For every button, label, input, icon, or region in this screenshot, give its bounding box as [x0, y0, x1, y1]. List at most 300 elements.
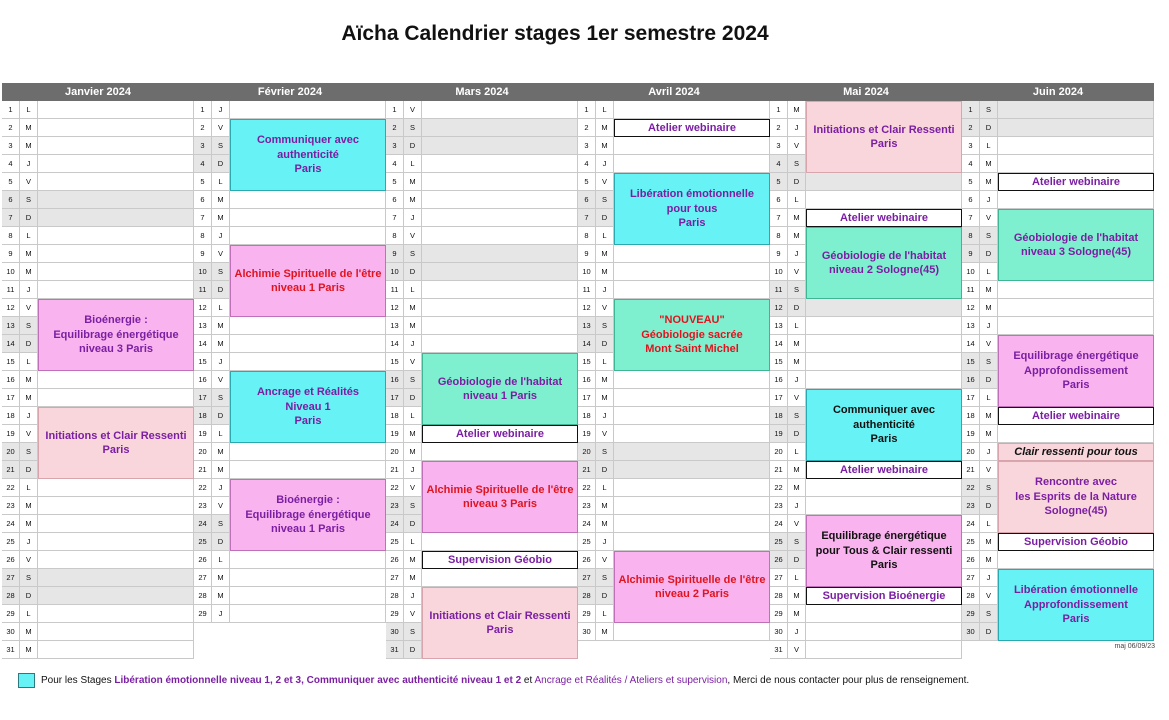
day-row[interactable] [2, 479, 194, 497]
event-block[interactable] [422, 551, 578, 569]
day-cell [614, 137, 770, 154]
event-block[interactable] [998, 209, 1154, 281]
month-header: Février 2024 [194, 83, 386, 101]
day-row[interactable] [2, 371, 194, 389]
day-cell [806, 317, 962, 334]
day-number: 23 [386, 497, 404, 514]
day-letter: J [788, 119, 806, 136]
day-number: 24 [194, 515, 212, 532]
day-number: 8 [770, 227, 788, 244]
day-cell [38, 281, 194, 298]
day-letter: S [404, 245, 422, 262]
day-number: 16 [578, 371, 596, 388]
day-row[interactable] [962, 317, 1154, 335]
event-block[interactable] [614, 119, 770, 137]
event-block[interactable] [38, 299, 194, 371]
day-row[interactable] [578, 137, 770, 155]
event-block[interactable] [998, 335, 1154, 407]
day-row[interactable] [2, 533, 194, 551]
day-number: 17 [194, 389, 212, 406]
day-row[interactable] [962, 299, 1154, 317]
day-letter: D [404, 389, 422, 406]
day-letter: M [788, 605, 806, 622]
day-letter: V [788, 641, 806, 658]
day-cell [614, 407, 770, 424]
day-number: 12 [386, 299, 404, 316]
day-number: 10 [770, 263, 788, 280]
day-row[interactable] [194, 461, 386, 479]
day-row[interactable] [386, 443, 578, 461]
event-line: authenticité [853, 418, 915, 431]
day-letter: V [212, 497, 230, 514]
event-line: Géobiologie de l'habitat [821, 249, 947, 262]
day-row[interactable] [578, 101, 770, 119]
event-block[interactable] [38, 407, 194, 479]
day-number: 6 [962, 191, 980, 208]
event-block[interactable] [998, 461, 1154, 533]
day-number: 21 [194, 461, 212, 478]
day-letter: J [20, 155, 38, 172]
day-letter: V [980, 461, 998, 478]
day-row[interactable] [2, 191, 194, 209]
day-row[interactable] [962, 155, 1154, 173]
day-letter: M [20, 137, 38, 154]
day-row[interactable] [962, 119, 1154, 137]
day-row[interactable] [2, 209, 194, 227]
day-letter: S [596, 317, 614, 334]
day-cell [230, 317, 386, 334]
day-row[interactable] [386, 533, 578, 551]
day-letter: V [404, 605, 422, 622]
day-cell [422, 317, 578, 334]
day-letter: V [404, 101, 422, 118]
event-block[interactable] [806, 101, 962, 173]
day-row[interactable] [386, 263, 578, 281]
day-cell [38, 479, 194, 496]
day-row[interactable] [578, 281, 770, 299]
day-letter: D [788, 173, 806, 190]
day-cell [38, 371, 194, 388]
day-cell [806, 173, 962, 190]
day-cell [230, 353, 386, 370]
day-letter: L [596, 605, 614, 622]
day-number: 20 [962, 443, 980, 460]
day-number: 26 [194, 551, 212, 568]
day-number: 21 [386, 461, 404, 478]
day-row[interactable] [194, 605, 386, 623]
event-line: Atelier webinaire [839, 211, 929, 224]
day-letter: S [20, 317, 38, 334]
legend-part4: Ancrage et Réalités / Ateliers et supervision [534, 674, 728, 686]
day-row[interactable] [578, 245, 770, 263]
day-cell [422, 245, 578, 262]
day-row[interactable] [386, 191, 578, 209]
day-letter: M [596, 245, 614, 262]
day-row[interactable] [770, 605, 962, 623]
day-number: 27 [194, 569, 212, 586]
event-line: Alchimie Spirituelle de l'être [234, 267, 382, 280]
day-row[interactable] [770, 641, 962, 659]
event-line: niveau 3 Sologne(45) [1020, 246, 1132, 258]
event-line: Clair ressenti pour tous [1014, 445, 1138, 458]
event-block[interactable] [422, 425, 578, 443]
day-row[interactable] [194, 353, 386, 371]
day-letter: V [596, 299, 614, 316]
day-cell [614, 533, 770, 550]
day-row[interactable] [386, 569, 578, 587]
day-row[interactable] [578, 461, 770, 479]
day-letter: L [20, 353, 38, 370]
event-line: Atelier webinaire [455, 427, 545, 440]
day-row[interactable] [194, 335, 386, 353]
day-number: 25 [962, 533, 980, 550]
day-row[interactable] [2, 551, 194, 569]
event-line: Approfondissement [1024, 364, 1128, 377]
event-block[interactable] [998, 533, 1154, 551]
day-letter: S [596, 191, 614, 208]
day-row[interactable] [578, 623, 770, 641]
day-row[interactable] [2, 245, 194, 263]
day-letter: L [596, 479, 614, 496]
day-row[interactable] [578, 497, 770, 515]
day-row[interactable] [2, 515, 194, 533]
day-letter: M [20, 263, 38, 280]
event-line: Géobiologie de l'habitat [437, 375, 563, 388]
day-number: 27 [386, 569, 404, 586]
day-row[interactable] [386, 335, 578, 353]
day-number: 1 [386, 101, 404, 118]
day-number: 18 [770, 407, 788, 424]
day-row[interactable] [962, 137, 1154, 155]
day-row[interactable] [194, 443, 386, 461]
event-block[interactable] [614, 173, 770, 245]
event-block[interactable] [998, 173, 1154, 191]
day-row[interactable] [2, 281, 194, 299]
day-number: 15 [962, 353, 980, 370]
day-row[interactable] [578, 263, 770, 281]
day-row[interactable] [386, 173, 578, 191]
day-row[interactable] [578, 155, 770, 173]
day-row[interactable] [2, 155, 194, 173]
event-block[interactable] [422, 461, 578, 533]
day-number: 13 [386, 317, 404, 334]
event-block[interactable] [806, 209, 962, 227]
day-number: 26 [2, 551, 20, 568]
event-line: Niveau 1 [285, 400, 331, 413]
event-block[interactable] [422, 353, 578, 425]
day-row[interactable] [194, 101, 386, 119]
event-line: Paris [102, 444, 130, 456]
day-row[interactable] [578, 479, 770, 497]
day-row[interactable] [194, 191, 386, 209]
day-cell [614, 371, 770, 388]
day-row[interactable] [962, 281, 1154, 299]
day-cell [230, 335, 386, 352]
event-block[interactable] [998, 569, 1154, 641]
day-cell [806, 299, 962, 316]
day-row[interactable] [194, 551, 386, 569]
day-row[interactable] [578, 425, 770, 443]
day-number: 2 [578, 119, 596, 136]
event-line: Atelier webinaire [839, 463, 929, 476]
day-row[interactable] [578, 371, 770, 389]
event-block[interactable] [230, 371, 386, 443]
day-number: 14 [962, 335, 980, 352]
day-cell [230, 587, 386, 604]
day-number: 27 [962, 569, 980, 586]
day-number: 22 [962, 479, 980, 496]
day-number: 11 [770, 281, 788, 298]
day-letter: J [20, 281, 38, 298]
day-letter: M [980, 425, 998, 442]
day-row[interactable] [578, 389, 770, 407]
day-row[interactable] [770, 497, 962, 515]
day-cell [998, 119, 1154, 136]
day-row[interactable] [386, 299, 578, 317]
day-letter: M [404, 299, 422, 316]
day-letter: M [20, 641, 38, 658]
month-header: Avril 2024 [578, 83, 770, 101]
event-block[interactable] [998, 443, 1154, 461]
day-cell [614, 461, 770, 478]
day-number: 30 [962, 623, 980, 640]
day-cell [38, 263, 194, 280]
event-block[interactable] [806, 515, 962, 587]
day-row[interactable] [386, 209, 578, 227]
event-line: Approfondissement [1024, 598, 1128, 611]
day-letter: M [404, 173, 422, 190]
day-row[interactable] [770, 353, 962, 371]
day-letter: V [980, 209, 998, 226]
day-cell [230, 461, 386, 478]
day-row[interactable] [386, 119, 578, 137]
day-cell [614, 515, 770, 532]
day-letter: M [212, 461, 230, 478]
day-number: 11 [386, 281, 404, 298]
day-row[interactable] [2, 137, 194, 155]
day-row[interactable] [2, 641, 194, 659]
day-cell [422, 281, 578, 298]
day-letter: D [404, 263, 422, 280]
day-letter: M [404, 551, 422, 568]
legend-swatch [18, 673, 35, 688]
event-line: niveau 3 Paris [463, 498, 537, 510]
day-number: 3 [2, 137, 20, 154]
day-letter: L [404, 407, 422, 424]
day-number: 6 [578, 191, 596, 208]
day-letter: L [20, 479, 38, 496]
day-row[interactable] [2, 263, 194, 281]
day-number: 29 [386, 605, 404, 622]
day-letter: D [980, 119, 998, 136]
day-row[interactable] [2, 605, 194, 623]
day-row[interactable] [770, 623, 962, 641]
day-letter: M [788, 335, 806, 352]
event-line: authenticité [277, 148, 339, 161]
day-cell [998, 317, 1154, 334]
day-row[interactable] [578, 407, 770, 425]
day-number: 13 [194, 317, 212, 334]
day-row[interactable] [194, 569, 386, 587]
day-row[interactable] [962, 191, 1154, 209]
day-row[interactable] [2, 173, 194, 191]
event-block[interactable] [614, 551, 770, 623]
event-block[interactable] [422, 587, 578, 659]
day-letter: J [20, 533, 38, 550]
day-number: 7 [770, 209, 788, 226]
day-row[interactable] [770, 191, 962, 209]
event-line: Rencontre avec [1035, 476, 1117, 489]
day-letter: M [404, 569, 422, 586]
day-row[interactable] [962, 101, 1154, 119]
day-cell [614, 497, 770, 514]
event-line: Paris [294, 163, 322, 176]
day-letter: D [980, 245, 998, 262]
day-row[interactable] [194, 209, 386, 227]
day-letter: M [596, 137, 614, 154]
day-number: 31 [770, 641, 788, 658]
day-letter: D [596, 335, 614, 352]
day-cell [614, 425, 770, 442]
event-line: niveau 2 Paris [655, 588, 729, 600]
day-row[interactable] [578, 443, 770, 461]
day-number: 6 [386, 191, 404, 208]
event-line: Paris [870, 433, 898, 446]
day-letter: D [404, 641, 422, 658]
event-line: pour Tous & Clair ressenti [815, 544, 953, 557]
day-number: 26 [962, 551, 980, 568]
day-number: 9 [578, 245, 596, 262]
day-row[interactable] [770, 317, 962, 335]
day-cell [998, 299, 1154, 316]
day-row[interactable] [386, 101, 578, 119]
day-letter: D [788, 551, 806, 568]
day-row[interactable] [386, 281, 578, 299]
day-row[interactable] [962, 425, 1154, 443]
day-row[interactable] [2, 587, 194, 605]
day-number: 25 [2, 533, 20, 550]
day-row[interactable] [386, 227, 578, 245]
day-cell [614, 101, 770, 118]
day-letter: M [20, 371, 38, 388]
event-block[interactable] [998, 407, 1154, 425]
day-number: 19 [962, 425, 980, 442]
day-number: 4 [770, 155, 788, 172]
day-letter: V [20, 551, 38, 568]
day-letter: J [596, 533, 614, 550]
event-line: Alchimie Spirituelle de l'être [426, 483, 574, 496]
day-row[interactable] [194, 317, 386, 335]
day-cell [38, 119, 194, 136]
day-number: 18 [962, 407, 980, 424]
event-block[interactable] [614, 299, 770, 371]
day-row[interactable] [770, 371, 962, 389]
day-number: 16 [2, 371, 20, 388]
day-cell [38, 641, 194, 658]
day-row[interactable] [386, 155, 578, 173]
day-letter: L [788, 191, 806, 208]
day-row[interactable] [386, 245, 578, 263]
event-line: Initiations et Clair Ressenti [429, 609, 571, 622]
day-letter: M [788, 587, 806, 604]
event-block[interactable] [230, 119, 386, 191]
day-row[interactable] [2, 497, 194, 515]
event-block[interactable] [806, 227, 962, 299]
day-row[interactable] [2, 569, 194, 587]
day-number: 12 [770, 299, 788, 316]
day-letter: L [212, 173, 230, 190]
day-row[interactable] [770, 479, 962, 497]
day-number: 4 [578, 155, 596, 172]
day-letter: J [980, 191, 998, 208]
day-row[interactable] [194, 587, 386, 605]
event-block[interactable] [230, 245, 386, 317]
day-letter: J [788, 623, 806, 640]
day-number: 12 [194, 299, 212, 316]
day-row[interactable] [578, 533, 770, 551]
day-letter: M [20, 623, 38, 640]
day-row[interactable] [962, 551, 1154, 569]
event-block[interactable] [806, 587, 962, 605]
day-row[interactable] [386, 137, 578, 155]
day-cell [806, 605, 962, 622]
day-row[interactable] [2, 101, 194, 119]
day-letter: S [788, 281, 806, 298]
day-letter: L [596, 101, 614, 118]
day-letter: D [788, 425, 806, 442]
event-block[interactable] [806, 389, 962, 461]
day-number: 30 [770, 623, 788, 640]
day-letter: D [212, 281, 230, 298]
day-number: 21 [770, 461, 788, 478]
event-block[interactable] [806, 461, 962, 479]
day-letter: M [212, 191, 230, 208]
day-row[interactable] [2, 389, 194, 407]
day-row[interactable] [386, 317, 578, 335]
page-title: Aïcha Calendrier stages 1er semestre 2024 [341, 22, 769, 45]
day-number: 28 [578, 587, 596, 604]
day-number: 3 [962, 137, 980, 154]
day-number: 17 [2, 389, 20, 406]
day-letter: M [212, 209, 230, 226]
day-letter: S [980, 605, 998, 622]
event-block[interactable] [230, 479, 386, 551]
day-row[interactable] [194, 227, 386, 245]
day-cell [422, 119, 578, 136]
day-row[interactable] [770, 173, 962, 191]
day-number: 26 [770, 551, 788, 568]
day-number: 10 [386, 263, 404, 280]
day-cell [614, 479, 770, 496]
day-row[interactable] [578, 515, 770, 533]
day-number: 22 [770, 479, 788, 496]
day-cell [614, 623, 770, 640]
day-letter: M [596, 623, 614, 640]
day-row[interactable] [2, 119, 194, 137]
month-header: Mai 2024 [770, 83, 962, 101]
day-letter: J [212, 353, 230, 370]
day-cell [806, 497, 962, 514]
calendar-grid [0, 83, 1169, 658]
day-letter: M [788, 479, 806, 496]
day-row[interactable] [770, 335, 962, 353]
day-row[interactable] [2, 623, 194, 641]
day-number: 21 [578, 461, 596, 478]
day-row[interactable] [770, 299, 962, 317]
day-letter: J [404, 335, 422, 352]
day-row[interactable] [2, 227, 194, 245]
day-letter: M [788, 353, 806, 370]
